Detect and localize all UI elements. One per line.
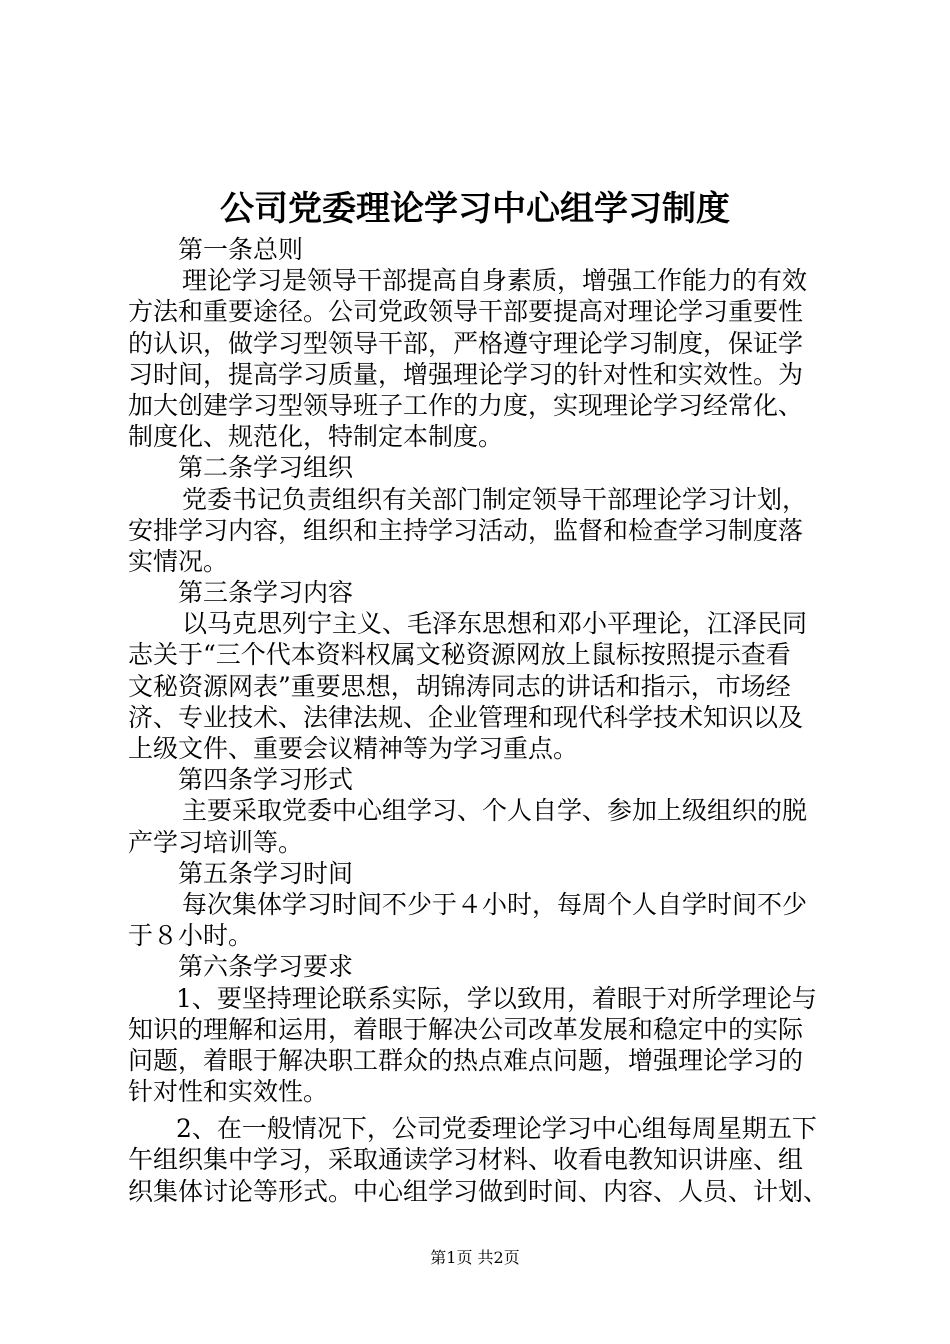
section-heading: 第三条学习内容 xyxy=(178,578,354,608)
text-line: 理论学习是领导干部提高自身素质，增强工作能力的有效 xyxy=(182,266,808,296)
text-line: 济、专业技术、法律法规、企业管理和现代科学技术知识以及 xyxy=(128,702,804,732)
text-line: 上级文件、重要会议精神等为学习重点。 xyxy=(128,734,579,763)
text-line: 织集体讨论等形式。中心组学习做到时间、内容、人员、计划、 xyxy=(128,1176,829,1206)
text-line: 实情况。 xyxy=(128,546,229,576)
text-line: 问题，着眼于解决职工群众的热点难点问题，增强理论学习的 xyxy=(128,1045,804,1075)
text-line: 1、要坚持理论联系实际，学以致用，着眼于对所学理论与 xyxy=(176,983,817,1013)
text-line: 针对性和实效性。 xyxy=(128,1077,329,1107)
text-line: 主要采取党委中心组学习、个人自学、参加上级组织的脱 xyxy=(182,796,808,826)
text-line: 制度化、规范化，特制定本制度。 xyxy=(128,422,504,452)
text-line: 产学习培训等。 xyxy=(128,827,304,857)
text-line: 文秘资源网表”重要思想，胡锦涛同志的讲话和指示，市场经 xyxy=(128,671,791,701)
page-title: 公司党委理论学习中心组学习制度 xyxy=(220,189,730,229)
text-line: 安排学习内容，组织和主持学习活动，监督和检查学习制度落 xyxy=(128,515,804,545)
text-line: 志关于“三个代本资料权属文秘资源网放上鼠标按照提示查看 xyxy=(128,640,791,670)
section-heading: 第一条总则 xyxy=(178,235,304,264)
section-heading: 第五条学习时间 xyxy=(178,858,354,888)
document-body xyxy=(128,234,834,1207)
section-heading: 第六条学习要求 xyxy=(178,952,354,982)
text-line: 午组织集中学习，采取通读学习材料、收看电教知识讲座、组 xyxy=(128,1145,804,1175)
text-line: 党委书记负责组织有关部门制定领导干部理论学习计划， xyxy=(182,484,808,514)
section-heading: 第二条学习组织 xyxy=(178,453,354,483)
text-line: 习时间，提高学习质量，增强理论学习的针对性和实效性。为 xyxy=(128,359,804,389)
text-line: 以马克思列宁主义、毛泽东思想和邓小平理论，江泽民同 xyxy=(182,609,808,639)
text-line: 知识的理解和运用，着眼于解决公司改革发展和稳定中的实际 xyxy=(128,1014,804,1044)
section-heading: 第四条学习形式 xyxy=(178,765,354,795)
text-line: 于８小时。 xyxy=(128,921,254,951)
page-footer: 第1页 共2页 xyxy=(430,1248,520,1267)
text-line: 加大创建学习型领导班子工作的力度，实现理论学习经常化、 xyxy=(128,390,804,420)
text-line: 方法和重要途径。公司党政领导干部要提高对理论学习重要性 xyxy=(128,297,804,327)
text-line: 的认识，做学习型领导干部，严格遵守理论学习制度，保证学 xyxy=(128,328,804,358)
text-line: 2、在一般情况下，公司党委理论学习中心组每周星期五下 xyxy=(176,1114,817,1144)
text-line: 每次集体学习时间不少于４小时，每周个人自学时间不少 xyxy=(182,889,808,919)
